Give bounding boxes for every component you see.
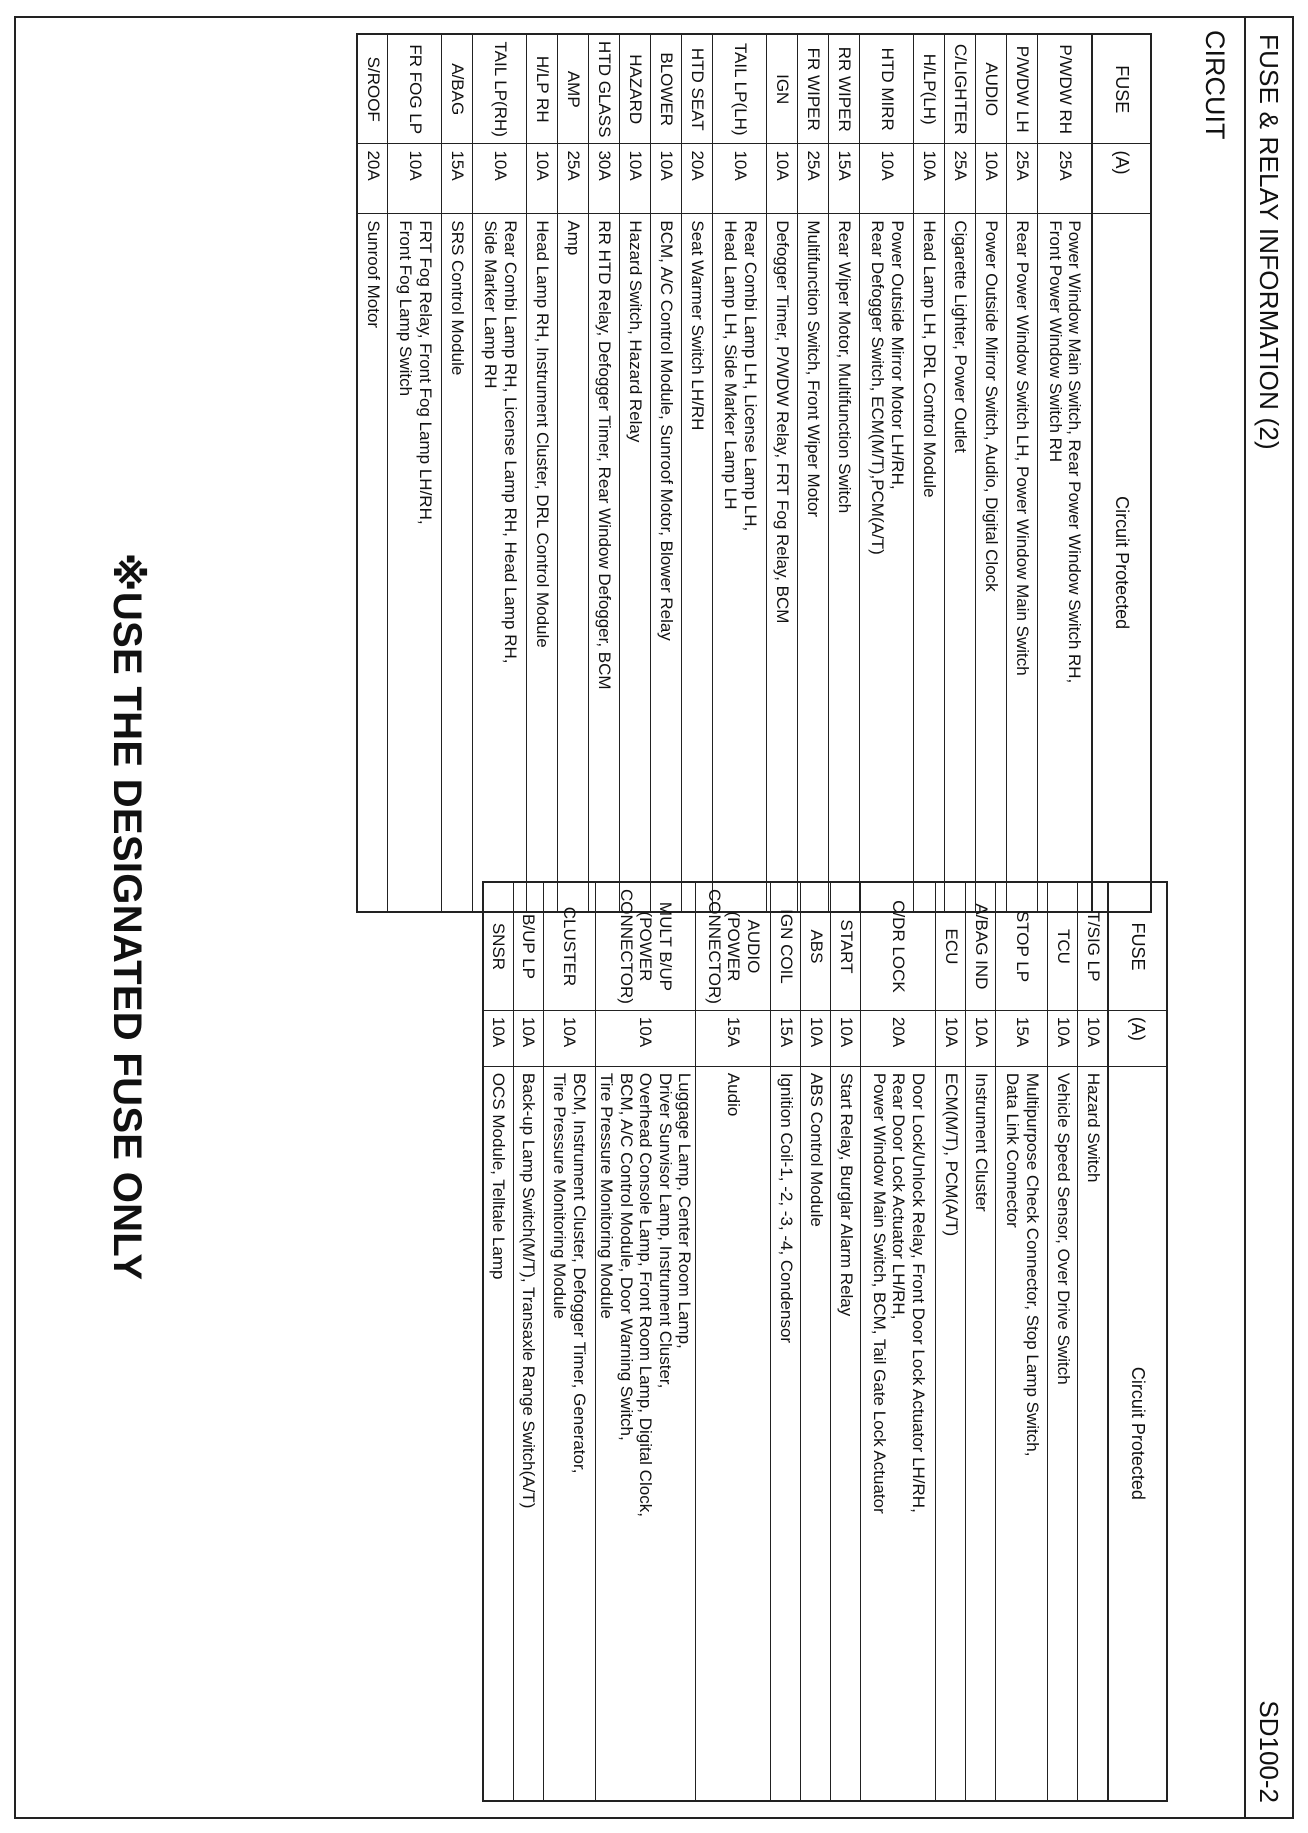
circuit-protected-cell: Multifunction Switch, Front Wiper Motor (798, 214, 829, 912)
circuit-protected-cell: Back-up Lamp Switch(M/T), Transaxle Range Switch(A/T) (513, 1066, 543, 1801)
table-row (1007, 34, 1038, 912)
amperage-cell: 10A (767, 144, 798, 214)
table-row (861, 882, 936, 1801)
circuit-protected-cell: ABS Control Module (801, 1066, 831, 1801)
fuse-name-cell: A/BAG (442, 34, 473, 144)
amperage-cell: 15A (696, 1010, 771, 1066)
fuse-table-right (482, 881, 1168, 1802)
circuit-protected-cell: RR HTD Relay, Defogger Timer, Rear Window Defogger, BCM (589, 214, 620, 912)
circuit-protected-cell: Seat Warmer Switch LH/RH (682, 214, 713, 912)
fuse-name-cell: START (831, 882, 861, 1010)
circuit-protected-cell: BCM, Instrument Cluster, Defogger Timer, Generator, Tire Pressure Monitoring Module (543, 1066, 595, 1801)
amperage-cell: 10A (388, 144, 442, 214)
amperage-cell: 10A (1048, 1010, 1078, 1066)
table-row (696, 882, 771, 1801)
amperage-cell: 15A (442, 144, 473, 214)
table-row (357, 34, 388, 912)
amperage-cell: 10A (936, 1010, 966, 1066)
amperage-cell: 10A (860, 144, 914, 214)
amperage-cell: 10A (976, 144, 1007, 214)
amperage-cell: 15A (996, 1010, 1048, 1066)
table-row (771, 882, 801, 1801)
table-row (767, 34, 798, 912)
amperage-cell: 15A (829, 144, 860, 214)
page-code: SD100-2 (1254, 1700, 1284, 1803)
circuit-protected-cell: Head Lamp LH, DRL Control Module (914, 214, 945, 912)
table-row (914, 34, 945, 912)
circuit-protected-cell: SRS Control Module (442, 214, 473, 912)
fuse-name-cell: B/UP LP (513, 882, 543, 1010)
fuse-name-cell: C/LIGHTER (945, 34, 976, 144)
amperage-cell: 15A (771, 1010, 801, 1066)
fuse-name-cell: FR WIPER (798, 34, 829, 144)
circuit-protected-cell: Power Outside Mirror Motor LH/RH, Rear Defogger Switch, ECM(M/T),PCM(A/T) (860, 214, 914, 912)
amperage-cell: 25A (945, 144, 976, 214)
circuit-protected-cell: Luggage Lamp, Center Room Lamp, Driver Sunvisor Lamp, Instrument Cluster, Overhead Console Lamp, Front Room Lamp, Digital Clock, BCM, A/C Control Module, Door Warning Switch, Tire Pressure Monitoring Module (595, 1066, 696, 1801)
table-row (945, 34, 976, 912)
table-row (1038, 34, 1092, 912)
amperage-cell: 10A (513, 1010, 543, 1066)
circuit-protected-cell: Multipurpose Check Connector, Stop Lamp Switch, Data Link Connector (996, 1066, 1048, 1801)
table-row (483, 882, 513, 1801)
amperage-cell: 10A (473, 144, 527, 214)
fuse-name-cell: ECU (936, 882, 966, 1010)
fuse-name-cell: HTD GLASS (589, 34, 620, 144)
circuit-protected-cell: Cigarette Lighter, Power Outlet (945, 214, 976, 912)
column-header-amp: (A) (1108, 1010, 1167, 1066)
table-row (527, 34, 558, 912)
amperage-cell: 10A (1078, 1010, 1108, 1066)
table-row (442, 34, 473, 912)
circuit-protected-cell: Amp (558, 214, 589, 912)
table-row (798, 34, 829, 912)
fuse-name-cell: CLUSTER (543, 882, 595, 1010)
fuse-name-cell: SNSR (483, 882, 513, 1010)
circuit-protected-cell: OCS Module, Telltale Lamp (483, 1066, 513, 1801)
fuse-name-cell: TAIL LP(RH) (473, 34, 527, 144)
table-row (651, 34, 682, 912)
fuse-name-cell: TAIL LP(LH) (713, 34, 767, 144)
table-row (1048, 882, 1078, 1801)
circuit-protected-cell: Ignition Coil-1, -2, -3, -4, Condensor (771, 1066, 801, 1801)
amperage-cell: 10A (914, 144, 945, 214)
fuse-name-cell: C/DR LOCK (861, 882, 936, 1010)
fuse-name-cell: ABS (801, 882, 831, 1010)
amperage-cell: 20A (682, 144, 713, 214)
fuse-name-cell: IGN (767, 34, 798, 144)
fuse-name-cell: AMP (558, 34, 589, 144)
amperage-cell: 20A (357, 144, 388, 214)
amperage-cell: 25A (1038, 144, 1092, 214)
amperage-cell: 25A (798, 144, 829, 214)
circuit-protected-cell: Power Window Main Switch, Rear Power Window Switch RH, Front Power Window Switch RH (1038, 214, 1092, 912)
amperage-cell: 10A (595, 1010, 696, 1066)
fuse-name-cell: RR WIPER (829, 34, 860, 144)
fuse-name-cell: HAZARD (620, 34, 651, 144)
fuse-name-cell: HTD MIRR (860, 34, 914, 144)
circuit-protected-cell: Hazard Switch, Hazard Relay (620, 214, 651, 912)
warning-note: ※USE THE DESIGNATED FUSE ONLY (105, 552, 149, 1281)
amperage-cell: 20A (861, 1010, 936, 1066)
table-row (388, 34, 442, 912)
section-heading: CIRCUIT (1200, 30, 1230, 140)
circuit-protected-cell: Rear Power Window Switch LH, Power Window Main Switch (1007, 214, 1038, 912)
circuit-protected-cell: Start Relay, Burglar Alarm Relay (831, 1066, 861, 1801)
circuit-protected-cell: BCM, A/C Control Module, Sunroof Motor, Blower Relay (651, 214, 682, 912)
table-row (976, 34, 1007, 912)
amperage-cell: 10A (966, 1010, 996, 1066)
circuit-protected-cell: Vehicle Speed Sensor, Over Drive Switch (1048, 1066, 1078, 1801)
circuit-protected-cell: ECM(M/T), PCM(A/T) (936, 1066, 966, 1801)
table-row (801, 882, 831, 1801)
fuse-name-cell: S/ROOF (357, 34, 388, 144)
table-row (513, 882, 543, 1801)
amperage-cell: 30A (589, 144, 620, 214)
table-row (829, 34, 860, 912)
table-row (966, 882, 996, 1801)
table-row (860, 34, 914, 912)
fuse-name-cell: IGN COIL (771, 882, 801, 1010)
table-row (996, 882, 1048, 1801)
fuse-name-cell: H/LP(LH) (914, 34, 945, 144)
circuit-protected-cell: Sunroof Motor (357, 214, 388, 912)
table-row (1078, 882, 1108, 1801)
fuse-name-cell: H/LP RH (527, 34, 558, 144)
amperage-cell: 10A (713, 144, 767, 214)
table-row (595, 882, 696, 1801)
table-row (936, 882, 966, 1801)
fuse-name-cell: MULT B/UP (POWER CONNECTOR) (595, 882, 696, 1010)
table-row (682, 34, 713, 912)
fuse-name-cell: BLOWER (651, 34, 682, 144)
fuse-name-cell: AUDIO (POWER CONNECTOR) (696, 882, 771, 1010)
circuit-protected-cell: Instrument Cluster (966, 1066, 996, 1801)
page-title: FUSE & RELAY INFORMATION (2) (1254, 34, 1284, 450)
circuit-protected-cell: Head Lamp RH, Instrument Cluster, DRL Control Module (527, 214, 558, 912)
fuse-name-cell: FR FOG LP (388, 34, 442, 144)
fuse-name-cell: HTD SEAT (682, 34, 713, 144)
column-header-circuit: Circuit Protected (1092, 214, 1151, 912)
fuse-name-cell: P/WDW RH (1038, 34, 1092, 144)
fuse-name-cell: STOP LP (996, 882, 1048, 1010)
column-header-amp: (A) (1092, 144, 1151, 214)
circuit-protected-cell: Rear Combi Lamp RH, License Lamp RH, Head Lamp RH, Side Marker Lamp RH (473, 214, 527, 912)
circuit-protected-cell: Defogger Timer, P/WDW Relay, FRT Fog Relay, BCM (767, 214, 798, 912)
amperage-cell: 10A (543, 1010, 595, 1066)
amperage-cell: 25A (1007, 144, 1038, 214)
column-header-circuit: Circuit Protected (1108, 1066, 1167, 1801)
circuit-protected-cell: Audio (696, 1066, 771, 1801)
circuit-protected-cell: Hazard Switch (1078, 1066, 1108, 1801)
fuse-name-cell: T/SIG LP (1078, 882, 1108, 1010)
amperage-cell: 10A (831, 1010, 861, 1066)
column-header-fuse: FUSE (1092, 34, 1151, 144)
amperage-cell: 10A (801, 1010, 831, 1066)
fuse-name-cell: AUDIO (976, 34, 1007, 144)
circuit-protected-cell: FRT Fog Relay, Front Fog Lamp LH/RH, Front Fog Lamp Switch (388, 214, 442, 912)
table-row (831, 882, 861, 1801)
amperage-cell: 10A (620, 144, 651, 214)
amperage-cell: 10A (651, 144, 682, 214)
table-row (589, 34, 620, 912)
circuit-protected-cell: Rear Combi Lamp LH, License Lamp LH, Head Lamp LH, Side Marker Lamp LH (713, 214, 767, 912)
table-row (473, 34, 527, 912)
circuit-protected-cell: Rear Wiper Motor, Multifunction Switch (829, 214, 860, 912)
fuse-name-cell: A/BAG IND (966, 882, 996, 1010)
column-header-fuse: FUSE (1108, 882, 1167, 1010)
table-row (620, 34, 651, 912)
circuit-protected-cell: Door Lock/Unlock Relay, Front Door Lock Actuator LH/RH, Rear Door Lock Actuator LH/RH, Power Window Main Switch, BCM, Tail Gate Lock Actuator (861, 1066, 936, 1801)
fuse-table-left (356, 33, 1152, 913)
amperage-cell: 10A (527, 144, 558, 214)
fuse-name-cell: P/WDW LH (1007, 34, 1038, 144)
circuit-protected-cell: Power Outside Mirror Switch, Audio, Digital Clock (976, 214, 1007, 912)
amperage-cell: 10A (483, 1010, 513, 1066)
table-row (713, 34, 767, 912)
table-row (543, 882, 595, 1801)
table-row (558, 34, 589, 912)
amperage-cell: 25A (558, 144, 589, 214)
fuse-name-cell: TCU (1048, 882, 1078, 1010)
